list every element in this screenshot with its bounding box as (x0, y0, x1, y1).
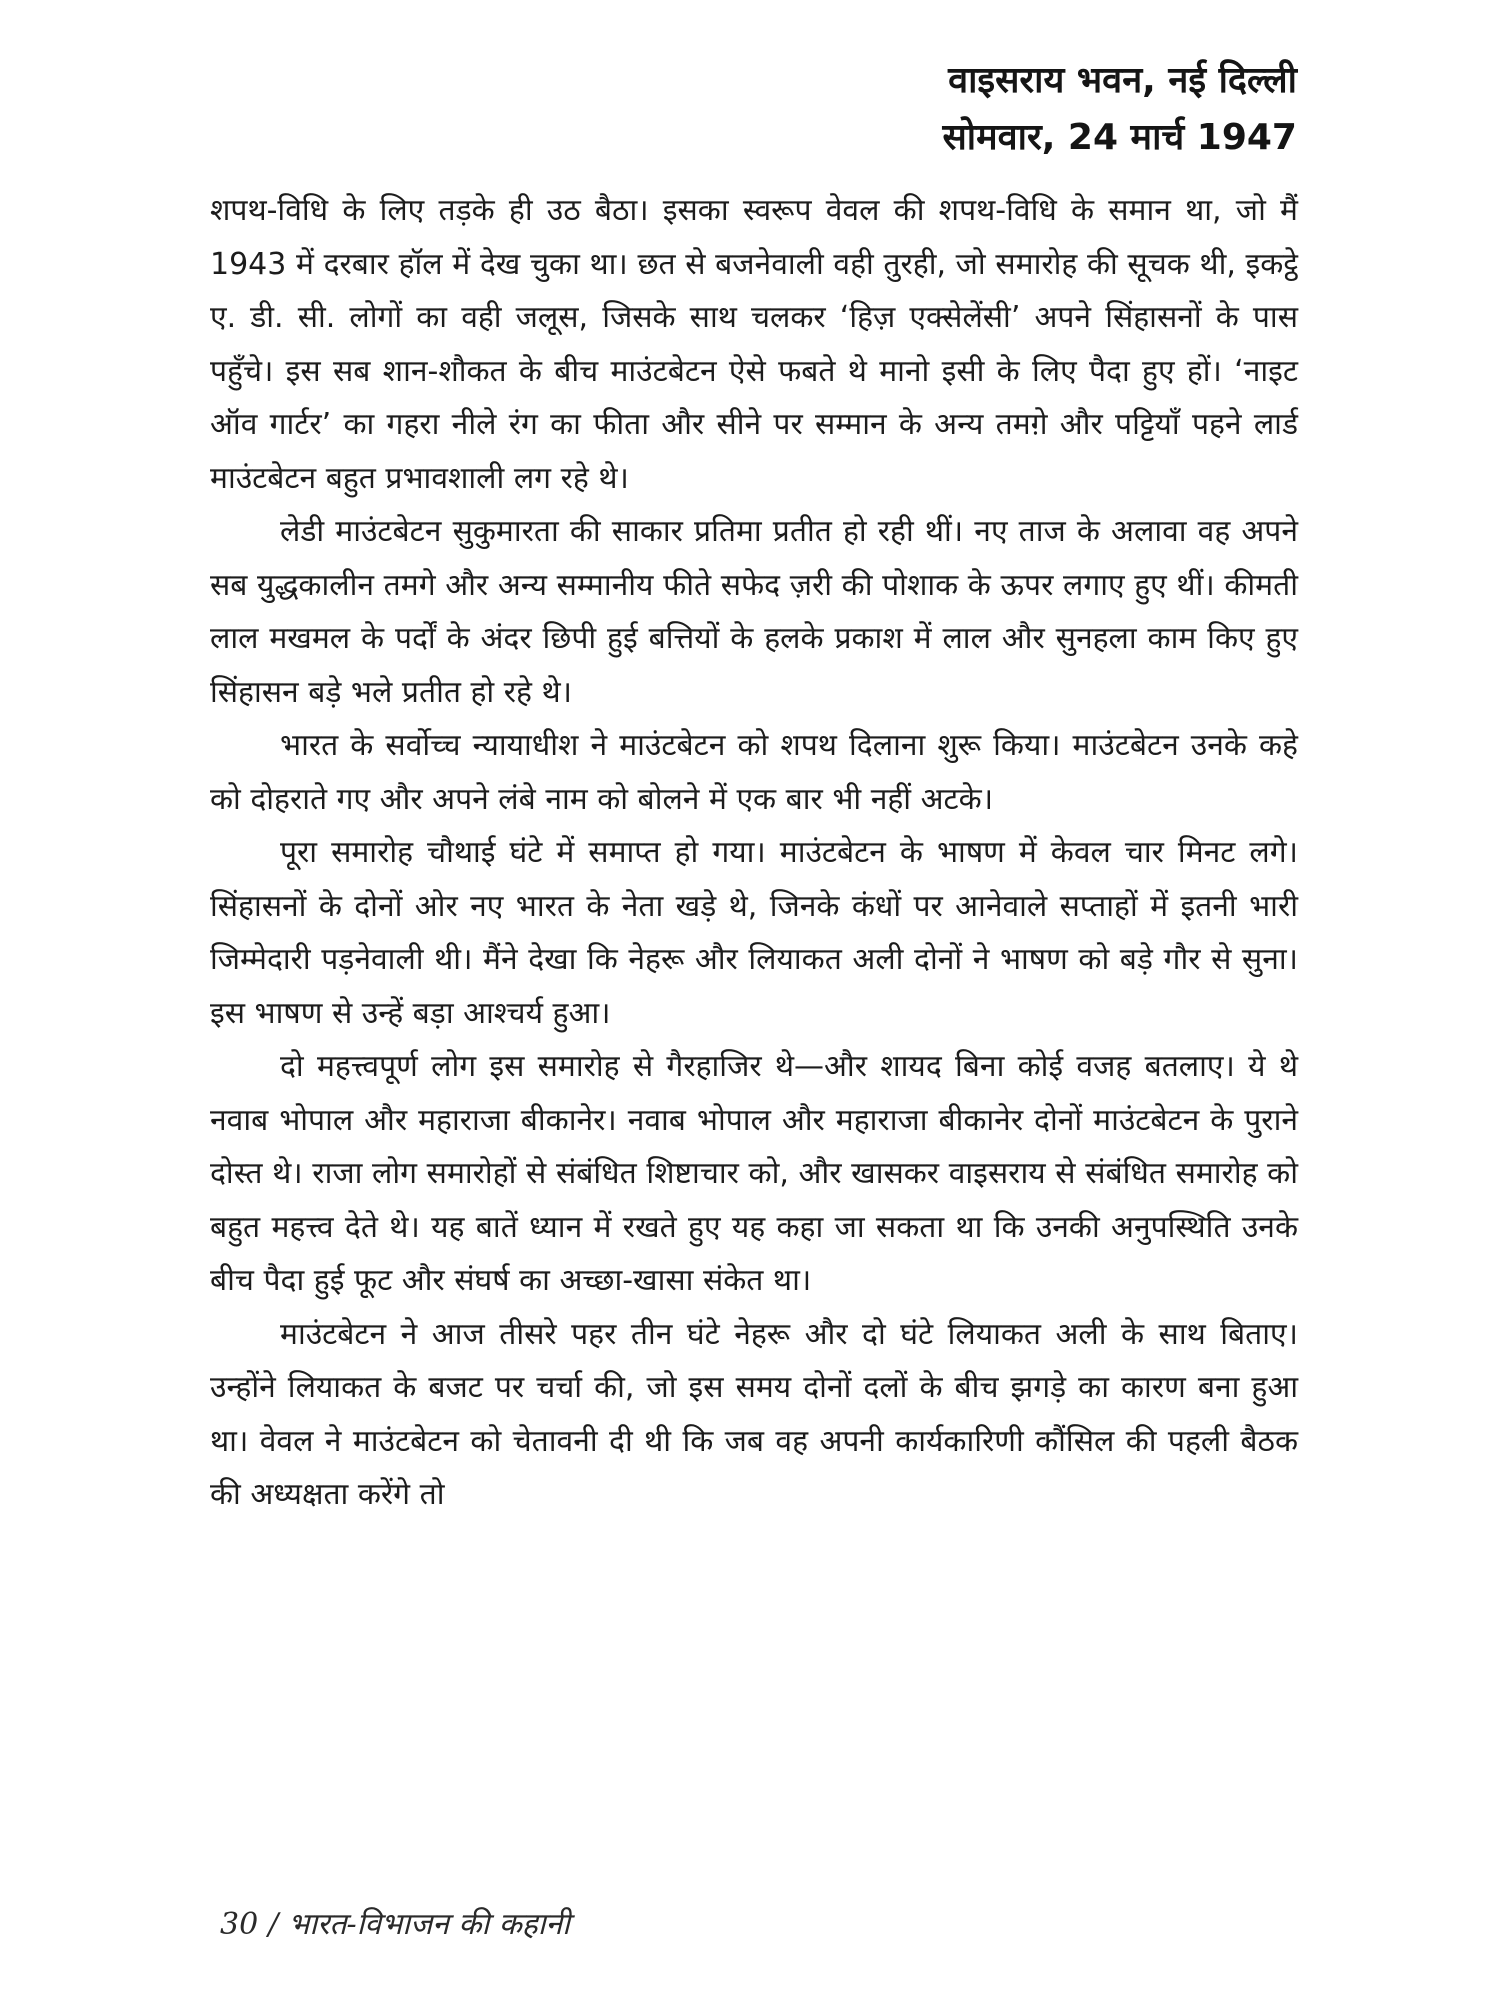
entry-header (942, 52, 1297, 166)
header-place: वाइसराय भवन, नई दिल्ली (948, 60, 1297, 101)
footer-separator: / (268, 1907, 279, 1942)
body-text (210, 184, 1298, 1522)
paragraph: पूरा समारोह चौथाई घंटे में समाप्त हो गया। माउंटबेटन के भाषण में केवल चार मिनट लगे। सिंहासनों के दोनों ओर नए भारत के नेता खड़े थे, जिनके कंधों पर आनेवाले सप्ताहों में इतनी भारी जिम्मेदारी पड़नेवाली थी। मैंने देखा कि नेहरू और लियाकत अली दोनों ने भाषण को बड़े गौर से सुना। इस भाषण से उन्हें बड़ा आश्चर्य हुआ। (210, 835, 1298, 1031)
paragraph: दो महत्त्वपूर्ण लोग इस समारोह से गैरहाजिर थे—और शायद बिना कोई वजह बतलाए। ये थे नवाब भोपाल और महाराजा बीकानेर। नवाब भोपाल और महाराजा बीकानेर दोनों माउंटबेटन के पुराने दोस्त थे। राजा लोग समारोहों से संबंधित शिष्टाचार को, और खासकर वाइसराय से संबंधित समारोह को बहुत महत्त्व देते थे। यह बातें ध्यान में रखते हुए यह कहा जा सकता था कि उनकी अनुपस्थिति उनके बीच पैदा हुई फूट और संघर्ष का अच्छा-खासा संकेत था। (210, 1049, 1298, 1298)
page-number: 30 (220, 1907, 259, 1942)
header-date: सोमवार, 24 मार्च 1947 (942, 117, 1297, 158)
paragraph: माउंटबेटन ने आज तीसरे पहर तीन घंटे नेहरू और दो घंटे लियाकत अली के साथ बिताए। उन्होंने लियाकत के बजट पर चर्चा की, जो इस समय दोनों दलों के बीच झगड़े का कारण बना हुआ था। वेवल ने माउंटबेटन को चेतावनी दी थी कि जब वह अपनी कार्यकारिणी कौंसिल की पहली बैठक की अध्यक्षता करेंगे तो (210, 1316, 1298, 1512)
page-footer (220, 1902, 570, 1943)
paragraph: भारत के सर्वोच्च न्यायाधीश ने माउंटबेटन को शपथ दिलाना शुरू किया। माउंटबेटन उनके कहे को दोहराते गए और अपने लंबे नाम को बोलने में एक बार भी नहीं अटके। (210, 728, 1298, 817)
paragraph: लेडी माउंटबेटन सुकुमारता की साकार प्रतिमा प्रतीत हो रही थीं। नए ताज के अलावा वह अपने सब युद्धकालीन तमगे और अन्य सम्मानीय फीते सफेद ज़री की पोशाक के ऊपर लगाए हुए थीं। कीमती लाल मखमल के पर्दों के अंदर छिपी हुई बत्तियों के हलके प्रकाश में लाल और सुनहला काम किए हुए सिंहासन बड़े भले प्रतीत हो रहे थे। (210, 514, 1298, 710)
paragraph: शपथ-विधि के लिए तड़के ही उठ बैठा। इसका स्वरूप वेवल की शपथ-विधि के समान था, जो मैं 1943 में दरबार हॉल में देख चुका था। छत से बजनेवाली वही तुरही, जो समारोह की सूचक थी, इकट्ठे ए. डी. सी. लोगों का वही जलूस, जिसके साथ चलकर ‘हिज़ एक्सेलेंसी’ अपने सिंहासनों के पास पहुँचे। इस सब शान-शौकत के बीच माउंटबेटन ऐसे फबते थे मानो इसी के लिए पैदा हुए हों। ‘नाइट ऑव गार्टर’ का गहरा नीले रंग का फीता और सीने पर सम्मान के अन्य तमग़े और पट्टियाँ पहने लार्ड माउंटबेटन बहुत प्रभावशाली लग रहे थे। (210, 193, 1298, 496)
book-title: भारत-विभाजन की कहानी (288, 1907, 570, 1942)
